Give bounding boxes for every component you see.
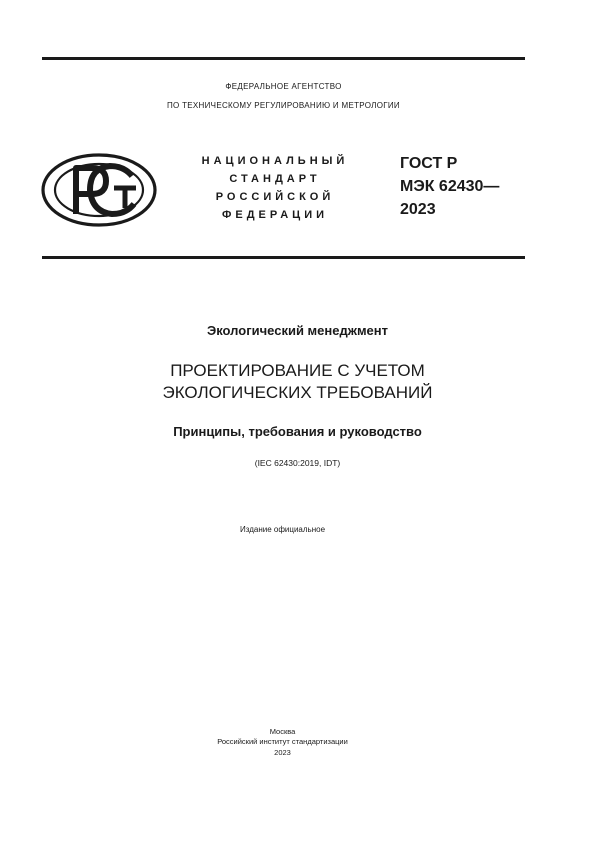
standard-type-line: НАЦИОНАЛЬНЫЙ (201, 155, 349, 167)
standard-type (190, 152, 360, 224)
document-series: Экологический менеджмент (206, 323, 389, 338)
edition-note: Издание официальное (239, 525, 326, 534)
document-title (0, 360, 595, 404)
standard-number-line: МЭК 62430— (400, 178, 500, 195)
agency-name-line2: ПО ТЕХНИЧЕСКОМУ РЕГУЛИРОВАНИЮ И МЕТРОЛОГИИ (167, 101, 400, 110)
standard-type-line: СТАНДАРТ (229, 173, 321, 185)
imprint-city: Москва (269, 727, 296, 736)
standard-type-line: ФЕДЕРАЦИИ (221, 209, 329, 221)
imprint-publisher: Российский институт стандартизации (217, 737, 348, 746)
document-title-line: ЭКОЛОГИЧЕСКИХ ТРЕБОВАНИЙ (162, 383, 433, 402)
top-rule (42, 57, 525, 60)
document-subtitle: Принципы, требования и руководство (173, 424, 422, 439)
bottom-rule (42, 256, 525, 259)
document-title-line: ПРОЕКТИРОВАНИЕ С УЧЕТОМ (170, 361, 425, 380)
agency-name-line1: ФЕДЕРАЛЬНОЕ АГЕНТСТВО (225, 82, 342, 91)
iec-reference: (IEC 62430:2019, IDT) (254, 458, 341, 468)
standard-number-line: 2023 (400, 201, 436, 218)
standard-number (400, 152, 499, 221)
rst-logo-icon (40, 152, 158, 228)
standard-type-line: РОССИЙСКОЙ (215, 191, 335, 203)
standard-number-line: ГОСТ Р (400, 155, 458, 172)
imprint-year: 2023 (274, 748, 291, 757)
